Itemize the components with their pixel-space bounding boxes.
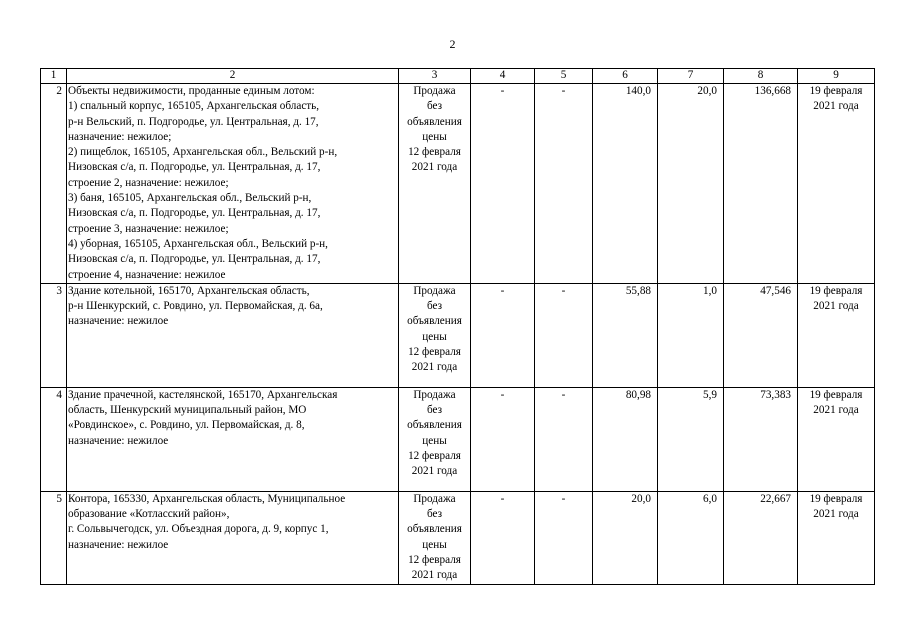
sale-method-line: без xyxy=(426,300,443,313)
column-header: 9 xyxy=(798,69,875,84)
date-cell xyxy=(798,283,875,387)
table-row xyxy=(41,491,875,584)
description-cell xyxy=(67,387,399,491)
column-header: 3 xyxy=(399,69,471,84)
col7-cell: 20,0 xyxy=(658,84,724,284)
sale-method-line: Продажа xyxy=(413,284,456,297)
sale-method-line: 12 февраля xyxy=(408,450,461,463)
description-line: образование «Котласский район», xyxy=(68,508,230,521)
col6-cell: 20,0 xyxy=(593,491,658,584)
row-number-cell: 5 xyxy=(41,491,67,584)
date-line: 19 февраля xyxy=(809,388,863,401)
column-header: 4 xyxy=(471,69,535,84)
description-line: строение 4, назначение: нежилое xyxy=(68,268,226,281)
description-line: 4) уборная, 165105, Архангельская обл., Вельский р-н, xyxy=(68,237,328,250)
sale-method-line: объявления xyxy=(407,419,462,432)
sale-method-line: 2021 года xyxy=(411,161,458,174)
sale-method-line: 2021 года xyxy=(411,361,458,374)
column-header: 6 xyxy=(593,69,658,84)
col7-cell: 1,0 xyxy=(658,283,724,387)
col5-cell: - xyxy=(535,491,593,584)
description-line: строение 3, назначение: нежилое; xyxy=(68,222,229,235)
description-cell xyxy=(67,283,399,387)
sale-method-cell xyxy=(399,84,471,284)
sale-method-line: без xyxy=(426,404,443,417)
sale-method-line: объявления xyxy=(407,523,462,536)
col5-cell: - xyxy=(535,84,593,284)
date-line: 19 февраля xyxy=(809,492,863,505)
table-row xyxy=(41,84,875,284)
date-line: 19 февраля xyxy=(809,284,863,297)
description-line: Контора, 165330, Архангельская область, Муниципальное xyxy=(68,492,346,505)
col4-cell: - xyxy=(471,491,535,584)
sale-method-cell xyxy=(399,387,471,491)
col8-cell: 47,546 xyxy=(724,283,798,387)
description-line: 3) баня, 165105, Архангельская обл., Вельский р-н, xyxy=(68,192,312,205)
row-number-cell: 2 xyxy=(41,84,67,284)
sale-method-line: цены xyxy=(422,130,447,143)
description-line: г. Сольвычегодск, ул. Объездная дорога, д. 9, корпус 1, xyxy=(68,523,329,536)
date-line: 2021 года xyxy=(813,300,859,313)
date-line: 2021 года xyxy=(813,100,859,113)
col7-cell: 6,0 xyxy=(658,491,724,584)
description-line: Здание прачечной, кастелянской, 165170, Архангельская xyxy=(68,388,338,401)
description-line: р-н Шенкурский, с. Ровдино, ул. Первомайская, д. 6а, xyxy=(68,300,323,313)
sale-method-line: 2021 года xyxy=(411,569,458,582)
col5-cell: - xyxy=(535,283,593,387)
col7-cell: 5,9 xyxy=(658,387,724,491)
sale-method-line: 12 февраля xyxy=(408,346,461,359)
description-line: р-н Вельский, п. Подгородье, ул. Центральная, д. 17, xyxy=(68,115,319,128)
col4-cell: - xyxy=(471,283,535,387)
description-line: Низовская с/а, п. Подгородье, ул. Центральная, д. 17, xyxy=(68,253,321,266)
table-row xyxy=(41,387,875,491)
col8-cell: 22,667 xyxy=(724,491,798,584)
sale-method-line: 12 февраля xyxy=(408,146,461,159)
sale-method-line: цены xyxy=(422,330,447,343)
col6-cell: 80,98 xyxy=(593,387,658,491)
column-number-row xyxy=(41,69,875,84)
date-line: 2021 года xyxy=(813,404,859,417)
col6-cell: 55,88 xyxy=(593,283,658,387)
description-line: область, Шенкурский муниципальный район, МО xyxy=(68,404,307,417)
sale-method-line: объявления xyxy=(407,315,462,328)
description-line: 1) спальный корпус, 165105, Архангельская область, xyxy=(68,100,320,113)
page-number: 2 xyxy=(449,37,456,51)
table-row xyxy=(41,283,875,387)
col8-cell: 73,383 xyxy=(724,387,798,491)
col4-cell: - xyxy=(471,387,535,491)
description-cell xyxy=(67,84,399,284)
description-line: Низовская с/а, п. Подгородье, ул. Центральная, д. 17, xyxy=(68,207,321,220)
column-header: 5 xyxy=(535,69,593,84)
sale-method-line: Продажа xyxy=(413,492,456,505)
column-header: 7 xyxy=(658,69,724,84)
sale-method-line: объявления xyxy=(407,115,462,128)
description-line: назначение: нежилое xyxy=(68,315,169,328)
description-cell xyxy=(67,491,399,584)
date-cell xyxy=(798,84,875,284)
sale-method-line: цены xyxy=(422,434,447,447)
column-header: 8 xyxy=(724,69,798,84)
col8-cell: 136,668 xyxy=(724,84,798,284)
description-line: Низовская с/а, п. Подгородье, ул. Центральная, д. 17, xyxy=(68,161,321,174)
date-line: 19 февраля xyxy=(809,85,863,97)
description-line: назначение: нежилое xyxy=(68,538,169,551)
row-number-cell: 4 xyxy=(41,387,67,491)
sale-method-line: 12 февраля xyxy=(408,554,461,567)
sale-method-line: 2021 года xyxy=(411,465,458,478)
description-line: «Ровдинское», с. Ровдино, ул. Первомайская, д. 8, xyxy=(68,419,305,432)
sale-method-line: Продажа xyxy=(413,85,456,97)
col4-cell: - xyxy=(471,84,535,284)
description-line: назначение: нежилое xyxy=(68,434,169,447)
sale-method-line: Продажа xyxy=(413,388,456,401)
sale-method-line: цены xyxy=(422,538,447,551)
sale-method-line: без xyxy=(426,508,443,521)
date-cell xyxy=(798,387,875,491)
property-sales-table xyxy=(40,68,875,585)
date-line: 2021 года xyxy=(813,508,859,521)
date-cell xyxy=(798,491,875,584)
description-line: Объекты недвижимости, проданные единым лотом: xyxy=(68,85,315,97)
sale-method-cell xyxy=(399,283,471,387)
column-header: 1 xyxy=(41,69,67,84)
description-line: 2) пищеблок, 165105, Архангельская обл., Вельский р-н, xyxy=(68,146,338,159)
description-line: назначение: нежилое; xyxy=(68,130,172,143)
row-number-cell: 3 xyxy=(41,283,67,387)
col6-cell: 140,0 xyxy=(593,84,658,284)
sale-method-line: без xyxy=(426,100,443,113)
col5-cell: - xyxy=(535,387,593,491)
sale-method-cell xyxy=(399,491,471,584)
description-line: строение 2, назначение: нежилое; xyxy=(68,176,229,189)
description-line: Здание котельной, 165170, Архангельская область, xyxy=(68,284,310,297)
column-header: 2 xyxy=(67,69,399,84)
